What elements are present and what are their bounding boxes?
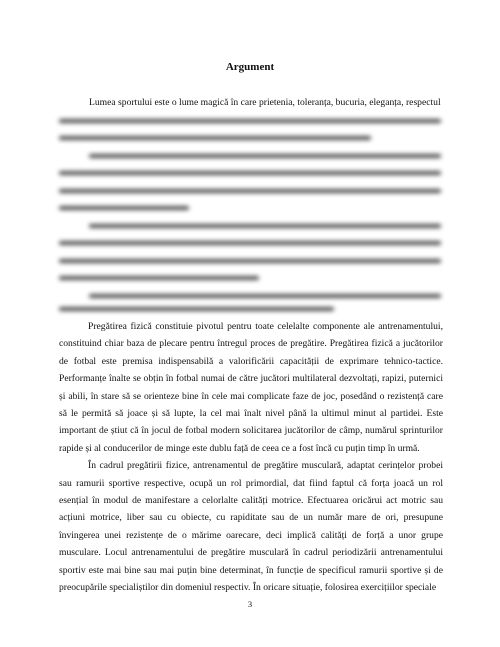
body-text [59,318,443,597]
paragraph: În cadrul pregătirii fizice, antrenamentul de pregătire musculară, adaptat cerințelor probei sau ramurii sportive respective, ocupă un rol primordial, dat fiind faptul că forța joacă un rol esențial în modul de manifestare a celorlalte calități motrice. Efectuarea oricărui act motric sau acțiuni motrice, liber sau cu obiecte, cu rapiditate sau de un număr mare de ori, presupune învingerea unei rezistențe de o mărime oarecare, deci implică calități de forță a unor grupe musculare. Locul antrenamentului de pregătire musculară în cadrul periodizării antrenamentului sportiv este mai bine sau mai puțin bine determinat, în funcție de specificul ramurii sportive și de preocupările specialiștilor din domeniul respectiv. În oricare situație, folosirea exercițiilor speciale [59,460,443,594]
blurred-text-region [59,114,441,310]
intro-first-line: Lumea sportului este o lume magică în care prietenia, toleranța, bucuria, eleganța, respectul [89,97,441,108]
page-title: Argument [225,61,275,73]
page-number: 3 [247,599,253,609]
paragraph: Pregătirea fizică constituie pivotul pentru toate celelalte componente ale antrenamentului, constituind chiar baza de plecare pentru întregul proces de pregătire. Pregătirea fizică a jucătorilor de fotbal este premisa indispensabilă a valorificării capacității de exprimare tehnico-tactice. Performanțe înalte se obțin în fotbal numai de către jucători multilateral dezvoltați, rapizi, puternici și abili, în stare să se orienteze bine în cele mai complicate faze de joc, posedând o rezistență care să le permită să joace și să lupte, la cel mai înalt nivel până la ultimul minut al partidei. Este important de știut că în jocul de fotbal modern solicitarea jucătorilor de câmp, numărul sprinturilor rapide și al conducerilor de minge este dublu față de ceea ce a fost încă cu puțin timp în urmă. [59,321,443,454]
